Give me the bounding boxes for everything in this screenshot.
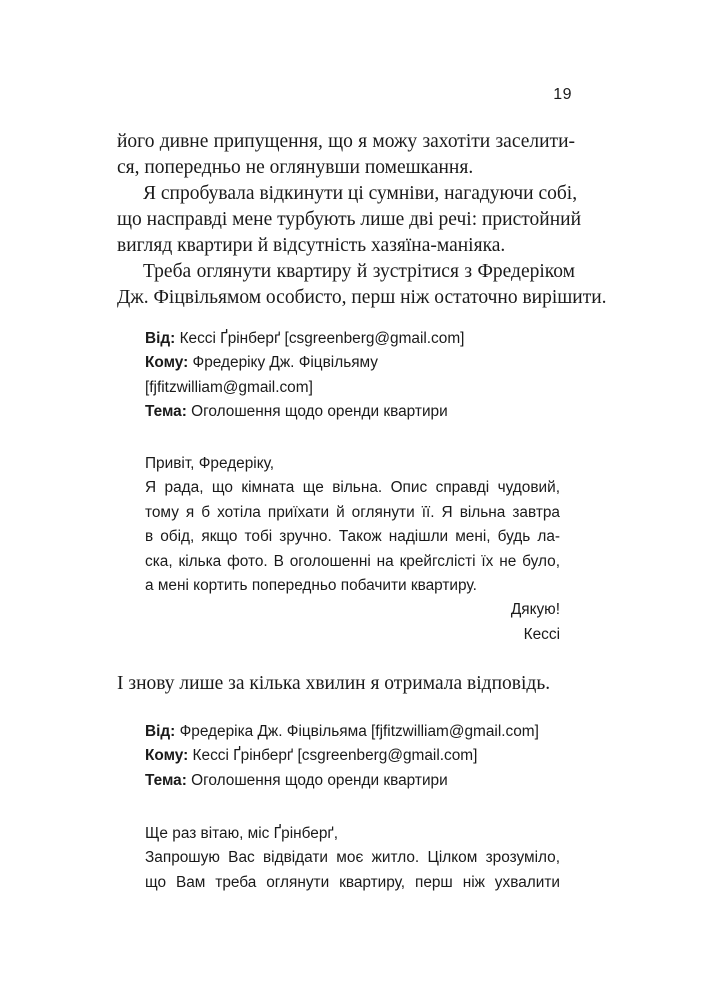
email-1-subject-line: [145, 400, 560, 424]
email-1-body-line-2: тому я б хотіла приїхати й оглянути її. Я вільна завтра: [145, 503, 560, 521]
email-2-to-label: Кому:: [145, 747, 189, 765]
email-1-to-value: Фредеріку Дж. Фіцвільяму: [188, 354, 379, 372]
email-1-body-line-1: Я рада, що кімната ще вільна. Опис справді чудовий,: [145, 479, 560, 497]
email-1-to-line: [145, 351, 560, 375]
email-2-greeting: Ще раз вітаю, міс Ґрінберґ,: [145, 825, 339, 842]
email-1-to-address: [fjfitzwilliam@gmail.com]: [145, 378, 313, 396]
email-1-from-value: Кессі Ґрінберґ [csgreenberg@gmail.com]: [175, 330, 465, 347]
email-1-subject-label: Тема:: [145, 403, 187, 421]
paragraph-2-line-3: вигляд квартири й відсутність хазяїна-маніяка.: [117, 235, 506, 256]
email-2-to-line: [145, 744, 560, 768]
email-2-subject-value: Оголошення щодо оренди квартири: [186, 771, 448, 789]
email-1-body-line-5: а мені кортить попередньо побачити квартиру.: [145, 577, 477, 595]
email-1-to-label: Кому:: [145, 354, 189, 372]
email-1-greeting: Привіт, Фредеріку,: [145, 455, 275, 472]
paragraph-1-line-1: його дивне припущення, що я можу захотіти заселити-: [117, 131, 575, 152]
email-2-body: [145, 822, 560, 895]
email-1-headers: [145, 327, 560, 425]
email-2-from-value: Фредеріка Дж. Фіцвільяма [fjfitzwilliam@gmail.com]: [175, 723, 539, 740]
email-1-body: [145, 452, 560, 647]
email-1-from-line: [145, 327, 560, 351]
email-2-headers: [145, 720, 560, 793]
email-2-to-value: Кессі Ґрінберґ [csgreenberg@gmail.com]: [188, 747, 478, 765]
email-1-sign-name: Кессі: [523, 625, 560, 643]
email-1-subject-value: Оголошення щодо оренди квартири: [186, 403, 448, 421]
email-1-from-label: Від:: [145, 330, 176, 347]
email-2-body-line-1: Запрошую Вас відвідати моє житло. Цілком зрозуміло,: [145, 849, 560, 867]
paragraph-2-line-1: Я спробувала відкинути ці сумніви, нагадуючи собі,: [143, 183, 578, 204]
email-2-body-line-2: що Вам треба оглянути квартиру, перш ніж ухвалити: [145, 873, 560, 891]
email-1-sign-thanks: Дякую!: [510, 601, 560, 619]
paragraph-4-line-1: І знову лише за кілька хвилин я отримала відповідь.: [117, 673, 551, 694]
email-2-from-line: [145, 720, 560, 744]
email-1-body-line-3: в обід, якщо тобі зручно. Також надішли мені, будь ла-: [145, 528, 560, 546]
email-2-subject-line: [145, 769, 560, 793]
paragraph-3-line-2: Дж. Фіцвільямом особисто, перш ніж остаточно вирішити.: [117, 287, 607, 308]
email-1-body-line-4: ска, кілька фото. В оголошенні на крейгслісті їх не було,: [145, 552, 560, 570]
page-number: 19: [553, 86, 572, 103]
paragraph-2-line-2: що насправді мене турбують лише дві речі: пристойний: [117, 209, 582, 230]
narrative-paragraphs: [117, 129, 607, 311]
paragraph-1-line-2: ся, попередньо не оглянувши помешкання.: [117, 157, 474, 178]
narrative-reply-paragraph: [117, 671, 575, 697]
email-2-subject-label: Тема:: [145, 771, 187, 789]
email-2-from-label: Від:: [145, 723, 176, 740]
paragraph-3-line-1: Треба оглянути квартиру й зустрітися з Фредеріком: [143, 261, 575, 282]
